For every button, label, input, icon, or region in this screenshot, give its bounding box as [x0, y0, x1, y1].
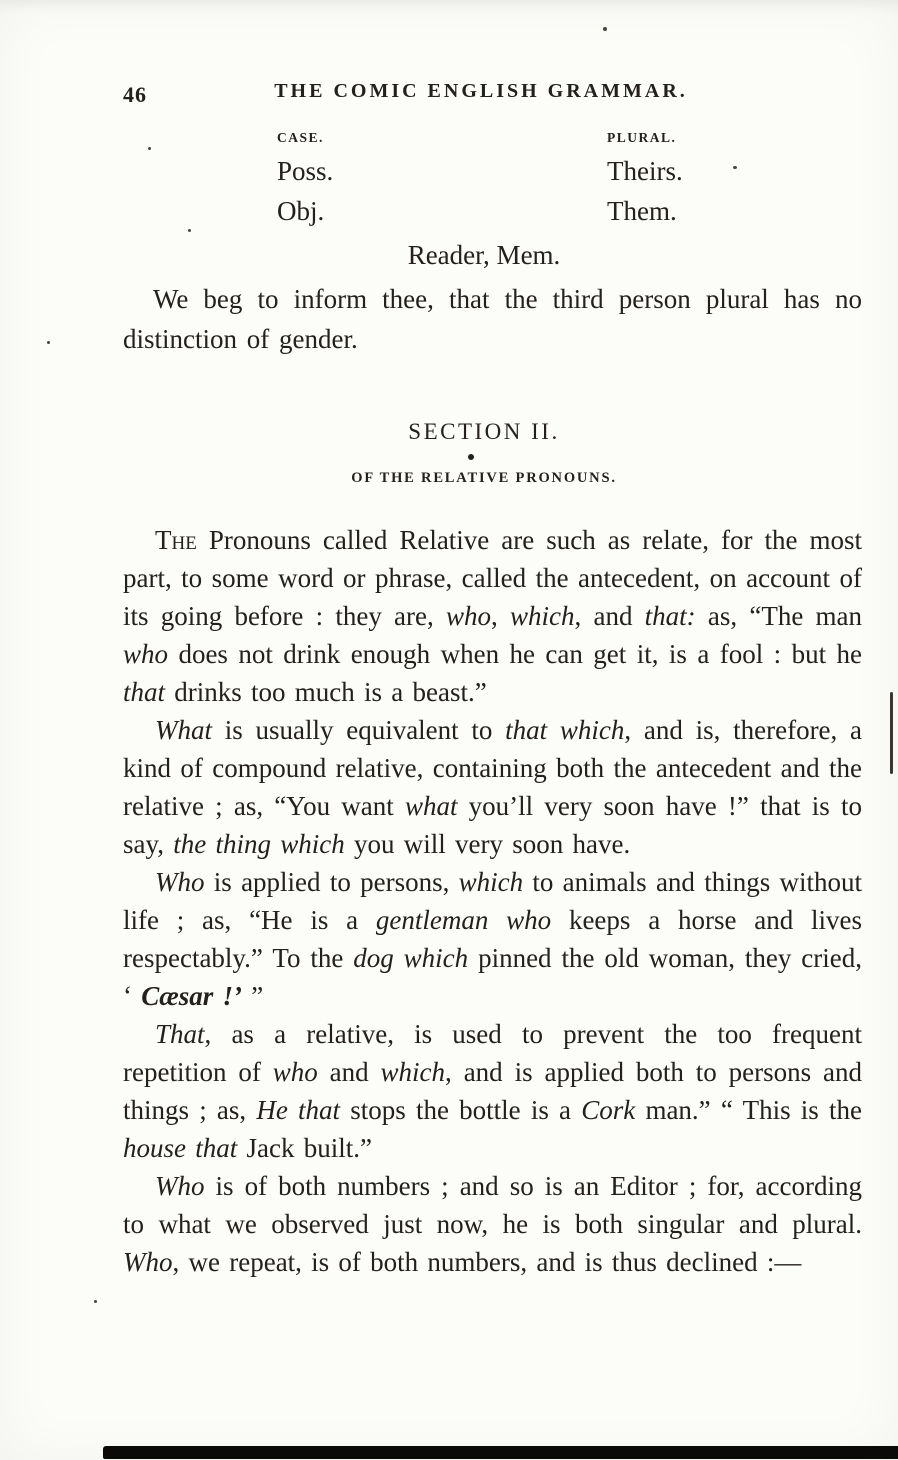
text-run: , we repeat, is of both numbers, and is thus declined :—: [172, 1247, 802, 1277]
text-run: man.” “ This is the: [635, 1095, 862, 1125]
scan-speck: [603, 27, 607, 31]
text-run: , as a relative, is used to prevent the too frequent repetition of: [123, 1019, 862, 1087]
text-run: does not drink enough when he can get it, is a fool : but he: [168, 639, 862, 669]
text-run: Cork: [581, 1095, 636, 1125]
text-run: the thing which: [173, 829, 345, 859]
text-run: who: [123, 639, 169, 669]
text-run: Cæsar !’: [141, 981, 243, 1011]
text-run: gentleman who: [375, 905, 552, 935]
case-column-header: CASE.: [277, 130, 324, 145]
text-run: Who: [123, 1247, 173, 1277]
scan-artifact-bottom-bar: [103, 1446, 898, 1459]
page-number: 46: [123, 82, 147, 107]
case-cell: Obj.: [277, 196, 325, 226]
text-run: you’ll very soon have !” that is to say,: [123, 791, 862, 859]
text-run: The: [155, 525, 197, 555]
intro-paragraph: We beg to inform thee, that the third person plural has no distinction of gender.: [123, 284, 862, 354]
text-run: who: [272, 1057, 318, 1087]
paragraph: [123, 711, 862, 863]
text-run: that: [123, 677, 166, 707]
text-run: drinks too much is a beast.”: [165, 677, 487, 707]
section-subtitle: OF THE RELATIVE PRONOUNS.: [351, 470, 617, 486]
paragraph: [123, 863, 862, 1015]
scan-speck: [733, 166, 737, 169]
plural-column-header: PLURAL.: [607, 130, 677, 145]
text-run: Jack built.”: [237, 1133, 372, 1163]
text-run: , and: [574, 601, 645, 631]
table-row: [0, 156, 898, 196]
text-run: dog which: [353, 943, 469, 973]
text-run: ”: [242, 981, 264, 1011]
scan-speck: [94, 1300, 97, 1303]
text-run: which: [509, 601, 575, 631]
text-run: , and is applied both to persons and things ; as,: [123, 1057, 862, 1125]
text-run: He that: [256, 1095, 341, 1125]
scan-speck: [188, 229, 191, 232]
text-run: That: [155, 1019, 205, 1049]
text-run: to animals and things without life ; as, “He is a: [123, 867, 862, 935]
body-paragraphs: [123, 521, 862, 1281]
text-run: Pronouns called Relative are such as relate, for the most part, to some word or phrase, called the antecedent, on account of its going before : they are,: [123, 525, 862, 631]
text-run: Who: [155, 1171, 205, 1201]
text-run: what: [404, 791, 458, 821]
scan-speck: [47, 341, 50, 344]
scan-artifact-edge-line: [890, 692, 893, 774]
case-cell: Poss.: [277, 156, 334, 186]
text-run: that:: [644, 601, 696, 631]
paragraph: [123, 1167, 862, 1281]
text-run: ,: [491, 601, 510, 631]
text-run: you will very soon have.: [344, 829, 631, 859]
text-run: is of both numbers ; and so is an Editor ; for, according to what we observed just now, he is both singular and plural.: [123, 1171, 862, 1239]
plural-cell: Them.: [607, 196, 677, 226]
reader-heading: Reader, Mem.: [407, 240, 561, 270]
text-run: Who: [155, 867, 205, 897]
text-run: is usually equivalent to: [212, 715, 506, 745]
text-run: which: [380, 1057, 446, 1087]
table-header-row: [0, 130, 898, 156]
text-run: as, “The man: [695, 601, 863, 631]
paragraph: [123, 1015, 862, 1167]
section-title: SECTION II.: [408, 419, 560, 444]
text-run: stops the bottle is a: [340, 1095, 582, 1125]
running-header: [0, 80, 898, 108]
text-run: , and is, therefore, a kind of compound relative, containing both the antecedent and the relative ; as, “You want: [123, 715, 863, 821]
text-run: and: [317, 1057, 381, 1087]
table-row: [0, 196, 898, 236]
text-run: who: [445, 601, 491, 631]
text-run: which: [458, 867, 524, 897]
declension-table: [0, 130, 898, 236]
text-run: keeps a horse and lives respectably.” To the: [123, 905, 862, 973]
scan-speck: [148, 147, 151, 150]
text-run: that which: [505, 715, 625, 745]
text-run: is applied to persons,: [204, 867, 459, 897]
plural-cell: Theirs.: [607, 156, 683, 186]
text-run: What: [155, 715, 212, 745]
section-divider-dot: [468, 454, 474, 460]
running-title: THE COMIC ENGLISH GRAMMAR.: [274, 80, 688, 102]
text-run: pinned the old woman, they cried, ‘: [123, 943, 862, 1011]
paragraph: [123, 521, 862, 711]
text-run: house that: [123, 1133, 238, 1163]
